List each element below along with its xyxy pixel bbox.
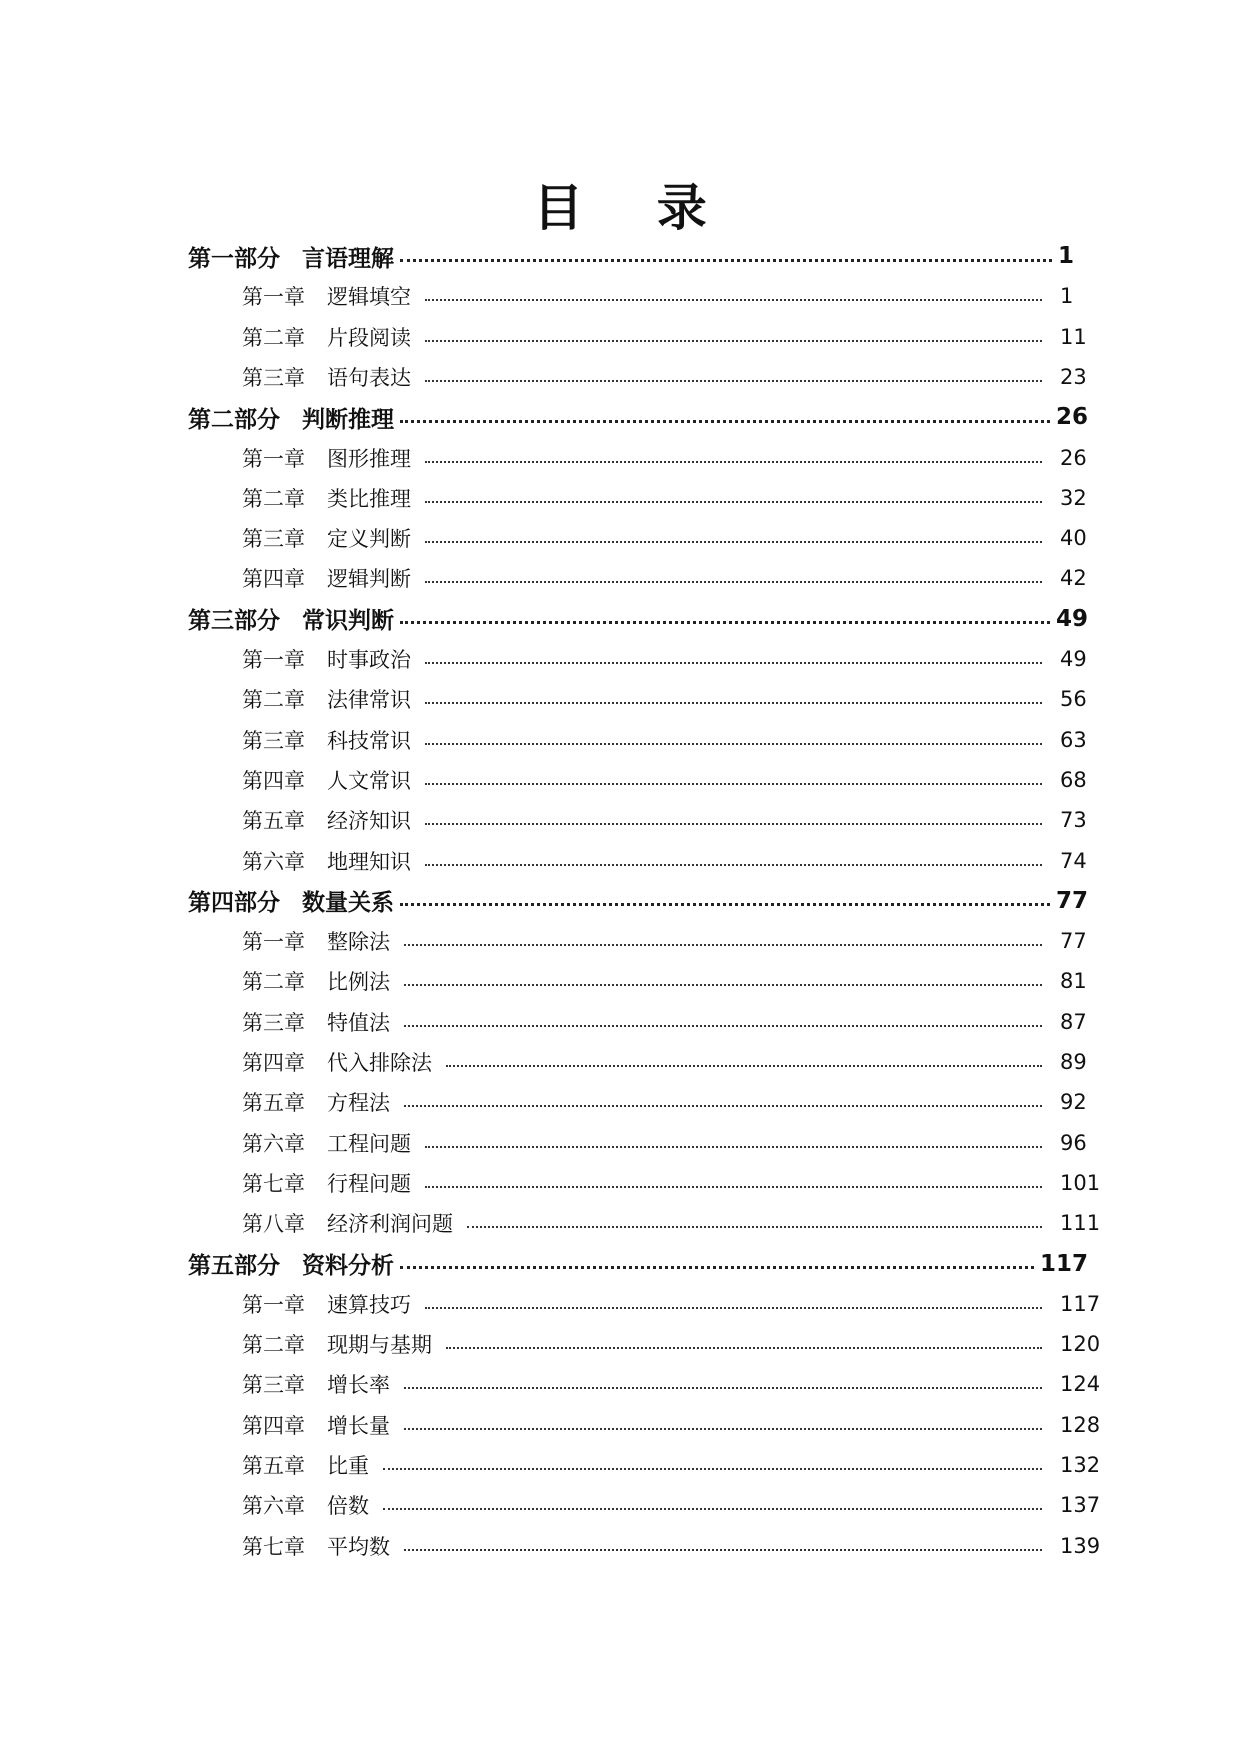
- entry-title: 比例法: [327, 970, 390, 995]
- dot-leader: [404, 944, 1042, 946]
- entry-label: 第三章: [242, 527, 305, 552]
- page-number: 23: [1060, 364, 1087, 389]
- page-number: 137: [1060, 1493, 1101, 1518]
- page-number: 96: [1060, 1130, 1087, 1155]
- dot-leader: [425, 1186, 1042, 1188]
- toc-part-entry[interactable]: [188, 599, 1088, 639]
- page-number: 1: [1060, 284, 1074, 309]
- page-number: 68: [1060, 767, 1087, 792]
- entry-title: 比重: [327, 1454, 369, 1478]
- page-number: 87: [1060, 1009, 1087, 1034]
- entry-label: 第一章: [242, 1292, 305, 1317]
- page-number: 77: [1055, 887, 1088, 914]
- dot-leader: [425, 501, 1042, 503]
- entry-label: 第七章: [242, 1171, 305, 1196]
- page-title: 目 录: [533, 179, 735, 237]
- entry-title: 言语理解: [302, 245, 394, 272]
- entry-label: 第二章: [242, 688, 305, 713]
- entry-title: 行程问题: [327, 1171, 411, 1196]
- entry-title: 定义判断: [327, 527, 411, 552]
- page-number: 101: [1060, 1170, 1101, 1195]
- entry-title: 片段阅读: [327, 325, 411, 350]
- toc-chapter-entry[interactable]: [242, 679, 1112, 719]
- toc-chapter-entry[interactable]: [242, 921, 1112, 961]
- dot-leader: [404, 1428, 1042, 1430]
- entry-title: 图形推理: [327, 446, 411, 471]
- dot-leader: [446, 1065, 1042, 1067]
- entry-label: 第三章: [242, 728, 305, 753]
- dot-leader: [425, 662, 1042, 664]
- dot-leader: [425, 823, 1042, 825]
- entry-title: 人文常识: [327, 768, 411, 793]
- entry-title: 倍数: [327, 1494, 369, 1519]
- page-number: 1: [1058, 243, 1075, 269]
- entry-title: 代入排除法: [327, 1051, 432, 1075]
- entry-title: 增长量: [327, 1413, 390, 1438]
- toc-chapter-entry[interactable]: [242, 1203, 1112, 1243]
- toc-chapter-entry[interactable]: [242, 720, 1112, 760]
- page-number: 92: [1060, 1090, 1087, 1115]
- dot-leader: [400, 903, 1050, 906]
- dot-leader: [404, 984, 1042, 986]
- page-number: 117: [1039, 1250, 1088, 1277]
- entry-title: 数量关系: [302, 890, 394, 917]
- entry-label: 第一章: [242, 285, 305, 310]
- toc-chapter-entry[interactable]: [242, 518, 1112, 558]
- dot-leader: [425, 1146, 1042, 1148]
- entry-title: 时事政治: [327, 648, 411, 672]
- dot-leader: [425, 340, 1042, 342]
- entry-label: 第六章: [242, 1131, 305, 1156]
- dot-leader: [425, 380, 1042, 382]
- page-number: 63: [1060, 727, 1087, 752]
- dot-leader: [425, 299, 1042, 301]
- entry-title: 常识判断: [302, 608, 394, 635]
- dot-leader: [425, 864, 1042, 866]
- toc-chapter-entry[interactable]: [242, 639, 1112, 679]
- entry-label: 第二章: [242, 325, 305, 350]
- toc-chapter-entry[interactable]: [242, 841, 1112, 881]
- page-number: 77: [1060, 929, 1087, 954]
- dot-leader: [400, 259, 1052, 262]
- toc-chapter-entry[interactable]: [242, 438, 1112, 478]
- page-number: 26: [1060, 445, 1087, 470]
- toc-part-entry[interactable]: [188, 1244, 1088, 1284]
- toc-chapter-entry[interactable]: [242, 558, 1112, 598]
- toc-part-entry[interactable]: [188, 397, 1088, 437]
- entry-title: 特值法: [327, 1010, 390, 1035]
- entry-label: 第三部分: [188, 608, 280, 635]
- entry-title: 平均数: [327, 1534, 390, 1559]
- page-number: 89: [1060, 1050, 1087, 1074]
- entry-label: 第三章: [242, 1010, 305, 1035]
- dot-leader: [425, 783, 1042, 785]
- page-number: 56: [1060, 687, 1087, 712]
- toc-chapter-entry[interactable]: [242, 1042, 1112, 1082]
- toc-chapter-entry[interactable]: [242, 1284, 1112, 1324]
- entry-label: 第五章: [242, 1454, 305, 1478]
- dot-leader: [425, 461, 1042, 463]
- page-number: 26: [1055, 404, 1088, 431]
- entry-title: 经济知识: [327, 809, 411, 834]
- entry-title: 速算技巧: [327, 1292, 411, 1317]
- toc-chapter-entry[interactable]: [242, 1002, 1112, 1042]
- dot-leader: [425, 581, 1042, 583]
- page-number: 117: [1060, 1291, 1101, 1316]
- entry-label: 第四章: [242, 768, 305, 793]
- entry-title: 增长率: [327, 1373, 390, 1398]
- page-number: 40: [1060, 526, 1087, 551]
- dot-leader: [404, 1025, 1042, 1027]
- entry-title: 资料分析: [302, 1253, 394, 1279]
- entry-title: 科技常识: [327, 728, 411, 753]
- dot-leader: [400, 621, 1050, 624]
- entry-title: 法律常识: [327, 688, 411, 713]
- entry-label: 第四部分: [188, 890, 280, 917]
- entry-label: 第一章: [242, 648, 305, 672]
- toc-chapter-entry[interactable]: [242, 1526, 1112, 1566]
- dot-leader: [383, 1508, 1042, 1510]
- entry-title: 整除法: [327, 930, 390, 955]
- page-number: 49: [1055, 605, 1088, 632]
- toc-chapter-entry[interactable]: [242, 357, 1112, 397]
- toc-chapter-entry[interactable]: [242, 1163, 1112, 1203]
- toc-chapter-entry[interactable]: [242, 1324, 1112, 1364]
- page-number: 120: [1060, 1332, 1101, 1357]
- entry-label: 第四章: [242, 567, 305, 592]
- toc-chapter-entry[interactable]: [242, 1364, 1112, 1404]
- entry-label: 第七章: [242, 1534, 305, 1559]
- page-number: 42: [1060, 566, 1087, 591]
- entry-label: 第六章: [242, 849, 305, 874]
- entry-title: 地理知识: [327, 849, 411, 874]
- page-number: 11: [1060, 324, 1087, 349]
- dot-leader: [383, 1468, 1042, 1470]
- page-number: 32: [1060, 485, 1087, 510]
- toc-chapter-entry[interactable]: [242, 276, 1112, 316]
- entry-label: 第二章: [242, 486, 305, 511]
- entry-title: 判断推理: [302, 406, 394, 433]
- dot-leader: [425, 1307, 1042, 1309]
- toc-chapter-entry[interactable]: [242, 961, 1112, 1001]
- dot-leader: [425, 541, 1042, 543]
- entry-title: 语句表达: [327, 365, 411, 390]
- page-number: 49: [1060, 647, 1087, 671]
- toc-chapter-entry[interactable]: [242, 1485, 1112, 1525]
- dot-leader: [425, 702, 1042, 704]
- entry-label: 第一章: [242, 930, 305, 955]
- page-number: 132: [1060, 1453, 1101, 1477]
- entry-label: 第六章: [242, 1494, 305, 1519]
- entry-label: 第二章: [242, 970, 305, 995]
- page-number: 73: [1060, 808, 1087, 833]
- toc-chapter-entry[interactable]: [242, 800, 1112, 840]
- entry-label: 第二章: [242, 1333, 305, 1358]
- entry-label: 第一部分: [188, 245, 280, 272]
- toc-part-entry[interactable]: [188, 236, 1088, 276]
- entry-label: 第五章: [242, 809, 305, 834]
- entry-label: 第三章: [242, 365, 305, 390]
- entry-title: 经济利润问题: [327, 1212, 453, 1237]
- page-number: 74: [1060, 848, 1087, 873]
- page-number: 111: [1060, 1211, 1101, 1236]
- dot-leader: [467, 1226, 1042, 1228]
- entry-label: 第五章: [242, 1091, 305, 1116]
- toc-chapter-entry[interactable]: [242, 1123, 1112, 1163]
- entry-label: 第三章: [242, 1373, 305, 1398]
- entry-label: 第四章: [242, 1051, 305, 1075]
- entry-label: 第四章: [242, 1413, 305, 1438]
- dot-leader: [400, 420, 1050, 423]
- toc-chapter-entry[interactable]: [242, 760, 1112, 800]
- entry-title: 逻辑填空: [327, 285, 411, 310]
- entry-label: 第五部分: [188, 1253, 280, 1279]
- entry-title: 类比推理: [327, 486, 411, 511]
- toc-chapter-entry[interactable]: [242, 317, 1112, 357]
- toc-chapter-entry[interactable]: [242, 1082, 1112, 1122]
- entry-title: 工程问题: [327, 1131, 411, 1156]
- toc-chapter-entry[interactable]: [242, 1405, 1112, 1445]
- dot-leader: [446, 1347, 1042, 1349]
- toc-chapter-entry[interactable]: [242, 478, 1112, 518]
- page-number: 81: [1060, 969, 1087, 994]
- page-number: 128: [1060, 1412, 1101, 1437]
- dot-leader: [404, 1387, 1042, 1389]
- entry-title: 现期与基期: [327, 1333, 432, 1358]
- entry-title: 逻辑判断: [327, 567, 411, 592]
- dot-leader: [404, 1549, 1042, 1551]
- entry-label: 第八章: [242, 1212, 305, 1237]
- toc-chapter-entry[interactable]: [242, 1445, 1112, 1485]
- dot-leader: [404, 1105, 1042, 1107]
- toc-part-entry[interactable]: [188, 881, 1088, 921]
- entry-title: 方程法: [327, 1091, 390, 1116]
- page-number: 139: [1060, 1533, 1101, 1558]
- entry-label: 第二部分: [188, 406, 280, 433]
- entry-label: 第一章: [242, 446, 305, 471]
- dot-leader: [400, 1266, 1034, 1269]
- dot-leader: [425, 743, 1042, 745]
- page-number: 124: [1060, 1372, 1101, 1397]
